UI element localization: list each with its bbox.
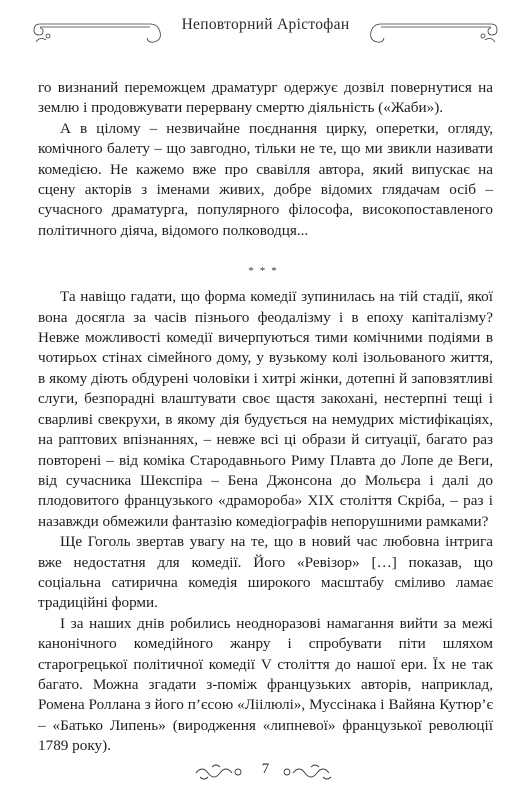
page-text	[38, 78, 493, 757]
paragraph: го визнаний переможцем драматург одержує дозвіл повернутися на землю і продовжувати перервану смертю діяльність («Жаби»).	[38, 79, 493, 117]
running-header	[0, 14, 531, 48]
section-separator: ***	[248, 265, 283, 278]
page-footer	[0, 757, 531, 787]
paragraph: Та навіщо гадати, що форма комедії зупинилась на тій стадії, якої вона досягла за часів пізнього феодалізму і в епоху капіталізму? Невже можливості комедії вичерпуються тими комічними подіями в чотирьох стінах сімейного дому, у вузькому колі ізольованого життя, в якому діють обдурені чоловіки і хитрі жінки, дотепні й заповзятливі слуги, безпорадні влаштувати своє щастя закохані, нестерпні тещі і сварливі свекрухи, в якому дія будується на немудрих містифікаціях, на раптових впізнаннях, – невже всі ці образи й ситуації, багато раз повторені – від коміка Стародавнього Риму Плавта до Лопе де Веги, від сучасника Шекспіра – Бена Джонсона до Мольєра і далі до плодовитого французького «драмороба» XIX століття Скріба, – раз і назавжди обмежили фантазію комедіографів непорушними рамками?	[38, 288, 493, 530]
page-number: 7	[261, 761, 270, 777]
paragraph: І за наших днів робились неодноразові намагання вийти за межі канонічного комедійного жанру і спробувати піти шляхом старогрецької політичної комедії V століття до нашої ери. Їх не так багато. Можна згадати з-поміж французьких авторів, наприклад, Ромена Роллана з його п’єсою «Ліілюлі», Муссінака і Вайяна Кутюр’є – «Батько Липень» (виродження «липневої» французької революції 1789 року).	[38, 614, 493, 755]
running-header-title: Неповторний Арістофан	[181, 16, 350, 33]
paragraph: Ще Гоголь звертав увагу на те, що в новий час любовна інтрига вже недостатня для комедії. Його «Ревізор» […] показав, що соціальна сатирична комедія широкого масштабу сміливо ламає традиційні форми.	[38, 533, 493, 612]
paragraph: А в цілому – незвичайне поєднання цирку, оперетки, огляду, комічного балету – що завгодно, тільки не те, що ми звикли називати комедією. Не кажемо вже про свавілля автора, який випускає на сцену акторів з іменами живих, добре відомих глядачам осіб – сучасного драматурга, популярного філософа, високопоставленого політичного діяча, відомого полководця...	[38, 119, 493, 239]
